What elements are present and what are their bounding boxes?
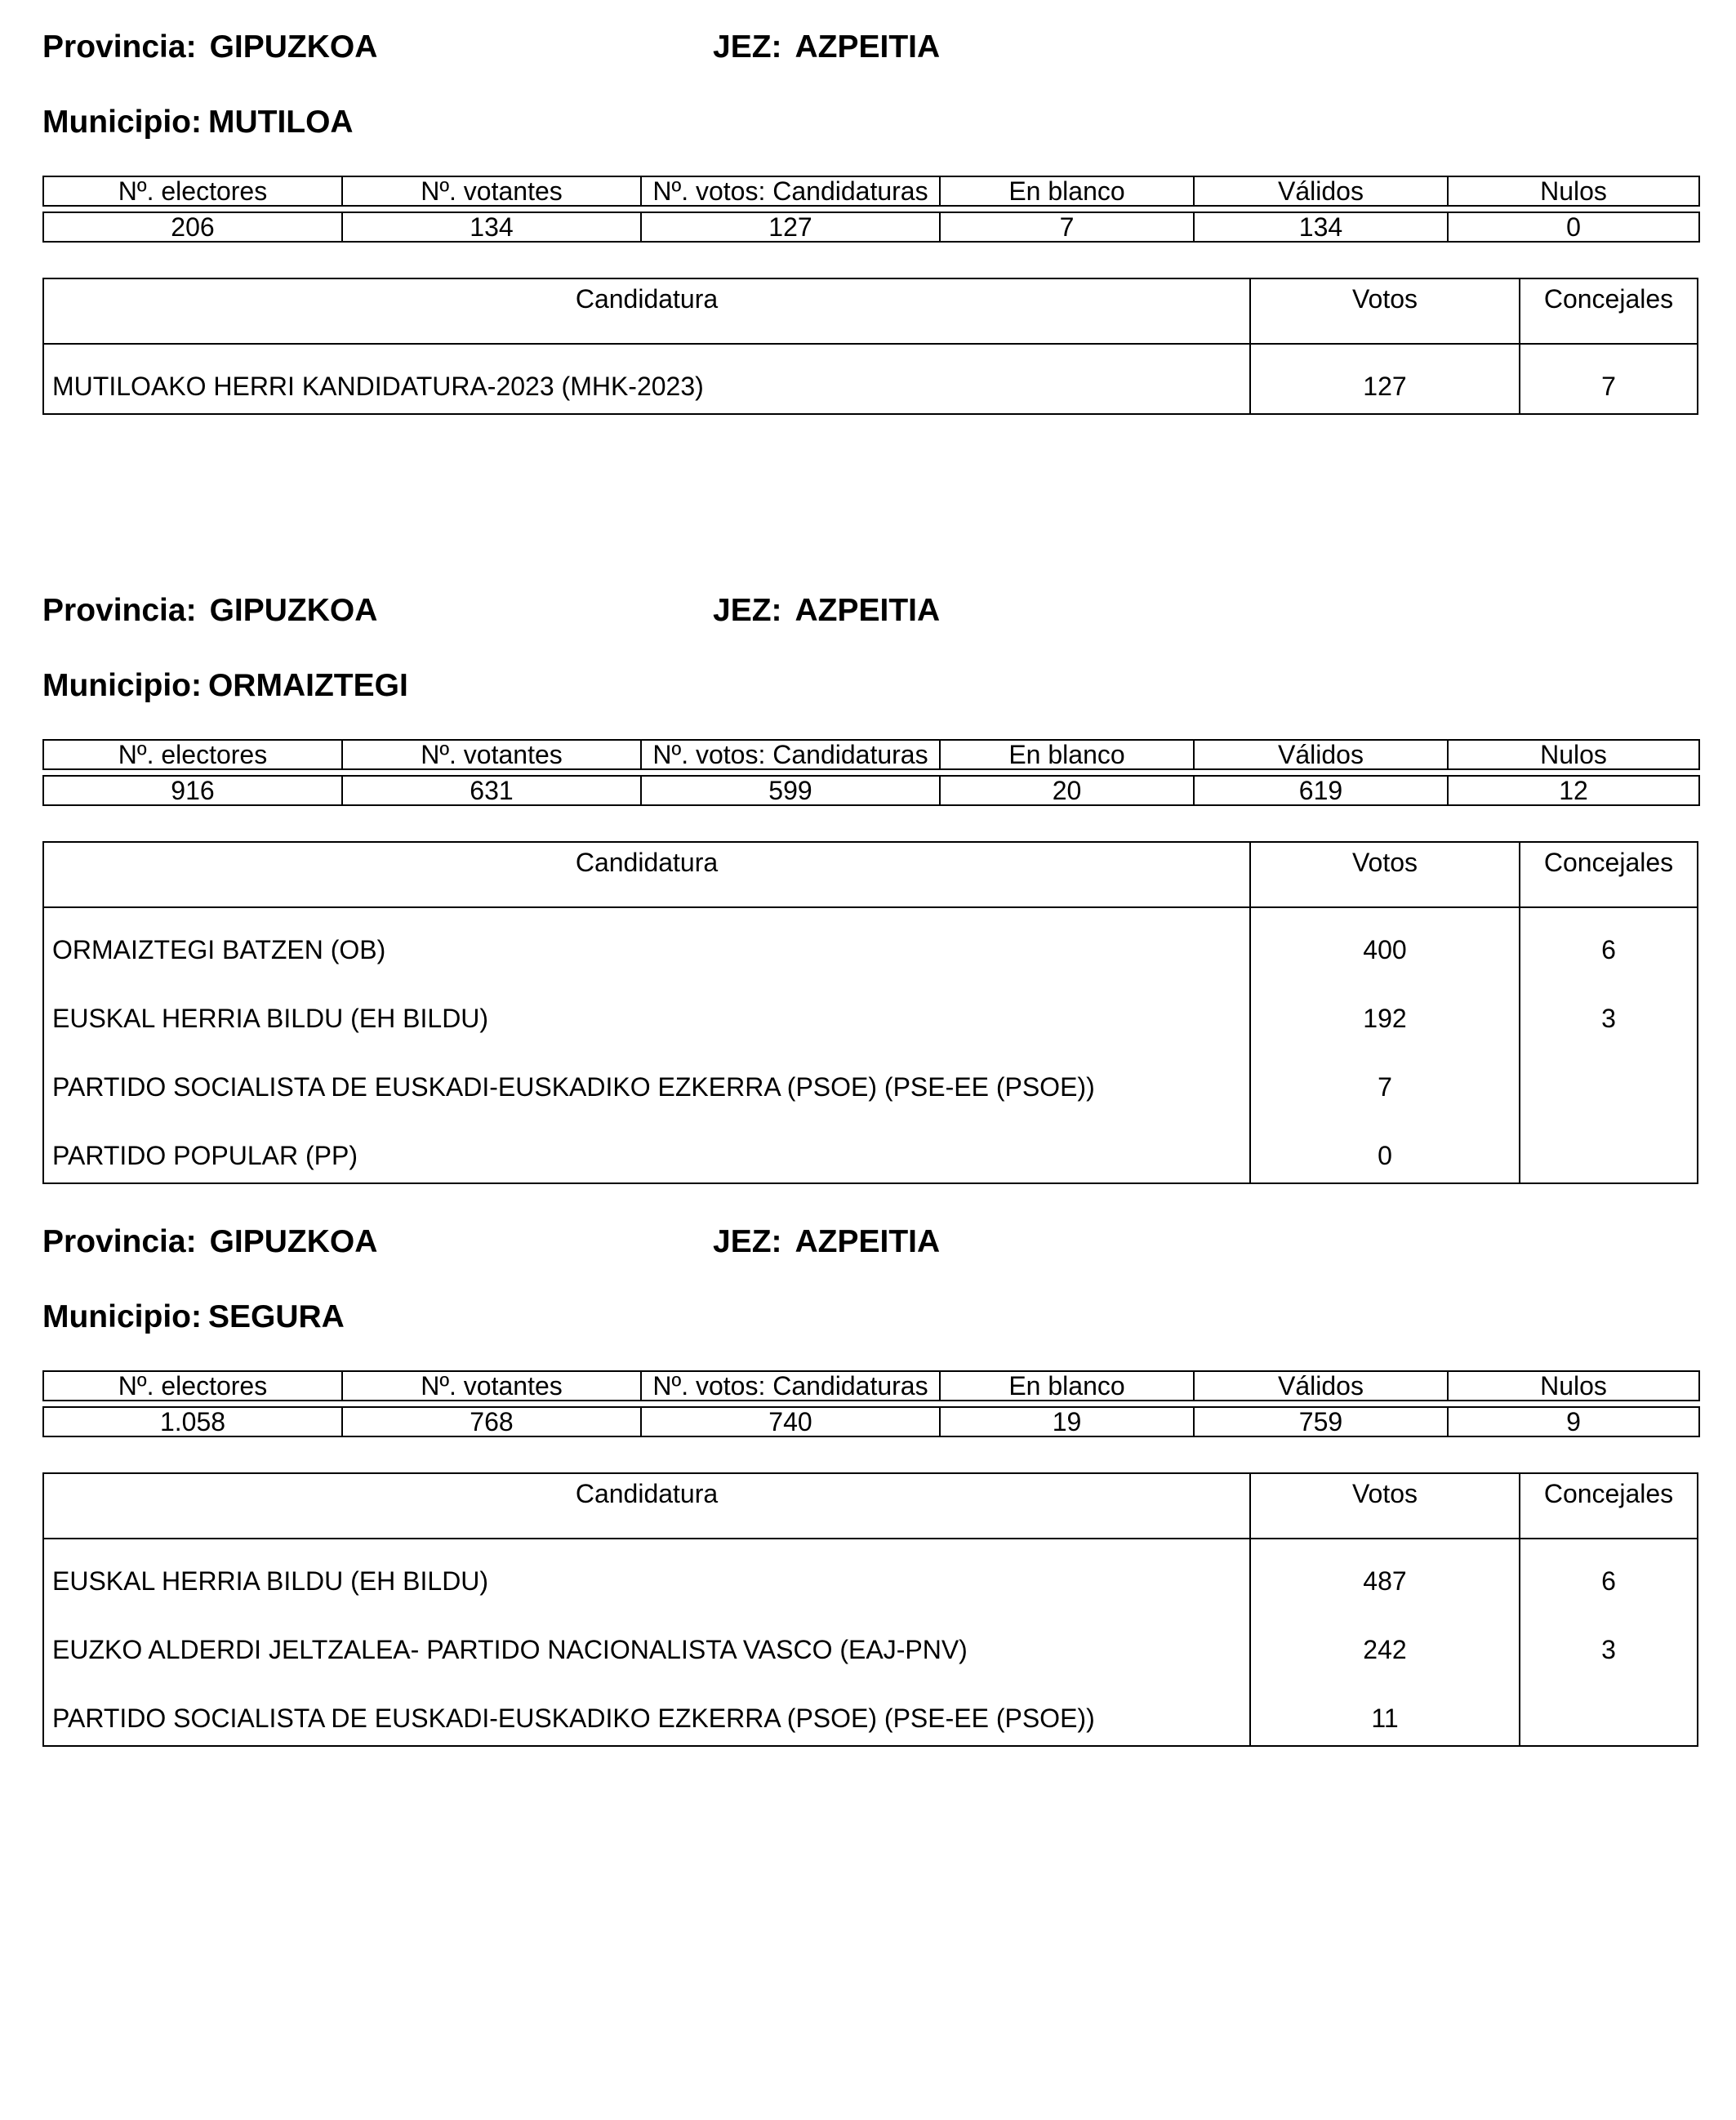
stats-header-cell: Nulos — [1448, 740, 1699, 769]
table-row — [44, 1677, 1697, 1745]
stats-value-cell: 599 — [641, 776, 940, 805]
concejales-value — [1520, 1677, 1697, 1745]
stats-value-cell: 759 — [1194, 1407, 1448, 1436]
stats-header-cell: Nulos — [1448, 1371, 1699, 1401]
table-row — [44, 345, 1697, 413]
stats-value-cell: 7 — [940, 212, 1194, 242]
votos-value: 192 — [1251, 977, 1520, 1045]
municipio-label: Municipio: — [42, 1299, 202, 1334]
municipio-line — [42, 670, 408, 701]
candidatura-name: PARTIDO SOCIALISTA DE EUSKADI-EUSKADIKO EZKERRA (PSOE) (PSE-EE (PSOE)) — [44, 1677, 1251, 1745]
stats-header-cell: Nº. electores — [43, 740, 342, 769]
jez-line — [713, 595, 940, 626]
jez-line — [713, 1226, 940, 1258]
provincia-line — [42, 31, 377, 63]
candidaturas-header-row — [44, 843, 1697, 908]
municipio-value: MUTILOA — [207, 105, 354, 140]
stats-header-cell: Nº. electores — [43, 176, 342, 206]
candidatura-name: EUSKAL HERRIA BILDU (EH BILDU) — [44, 1539, 1251, 1608]
provincia-label: Provincia: — [42, 1224, 197, 1259]
stats-value-cell: 619 — [1194, 776, 1448, 805]
candidaturas-table — [42, 278, 1698, 415]
table-row — [44, 908, 1697, 977]
provincia-label: Provincia: — [42, 29, 197, 65]
municipio-value: ORMAIZTEGI — [207, 668, 408, 703]
candidatura-name: ORMAIZTEGI BATZEN (OB) — [44, 908, 1251, 977]
concejales-header: Concejales — [1543, 848, 1674, 877]
jez-label: JEZ: — [713, 593, 782, 628]
stats-header-cell: Nº. electores — [43, 1371, 342, 1401]
stats-header-cell: Válidos — [1194, 176, 1448, 206]
table-row — [44, 1114, 1697, 1182]
candidatura-name: MUTILOAKO HERRI KANDIDATURA-2023 (MHK-2023) — [44, 345, 1251, 413]
concejales-header: Concejales — [1543, 1479, 1674, 1508]
stats-header-cell: En blanco — [940, 740, 1194, 769]
table-row — [44, 977, 1697, 1045]
jez-label: JEZ: — [713, 29, 782, 65]
concejales-value: 7 — [1601, 371, 1616, 401]
stats-table — [42, 176, 1700, 243]
stats-header-cell: Nº. votantes — [342, 740, 641, 769]
jez-value: AZPEITIA — [795, 1224, 941, 1259]
concejales-value: 3 — [1601, 1003, 1616, 1033]
stats-header-cell: Nº. votos: Candidaturas — [641, 176, 940, 206]
municipio-label: Municipio: — [42, 105, 202, 140]
candidatura-header: Candidatura — [44, 843, 1251, 906]
candidatura-name: EUZKO ALDERDI JELTZALEA- PARTIDO NACIONALISTA VASCO (EAJ-PNV) — [44, 1608, 1251, 1677]
votos-value: 11 — [1251, 1677, 1520, 1745]
stats-value-cell: 1.058 — [43, 1407, 342, 1436]
stats-header-row — [43, 740, 1699, 769]
jez-line — [713, 31, 940, 63]
provincia-line — [42, 1226, 377, 1258]
votos-header: Votos — [1251, 843, 1520, 906]
candidatura-name: PARTIDO POPULAR (PP) — [44, 1114, 1251, 1182]
stats-value-cell: 0 — [1448, 212, 1699, 242]
stats-value-cell: 740 — [641, 1407, 940, 1436]
candidaturas-header-row — [44, 1474, 1697, 1539]
candidatura-name: PARTIDO SOCIALISTA DE EUSKADI-EUSKADIKO EZKERRA (PSOE) (PSE-EE (PSOE)) — [44, 1045, 1251, 1114]
stats-header-cell: Nº. votantes — [342, 176, 641, 206]
concejales-value — [1520, 1045, 1697, 1114]
candidaturas-header-row — [44, 279, 1697, 345]
stats-table — [42, 1370, 1700, 1437]
municipio-label: Municipio: — [42, 668, 202, 703]
candidatura-header: Candidatura — [44, 279, 1251, 343]
municipio-line — [42, 1301, 345, 1333]
municipio-value: SEGURA — [207, 1299, 345, 1334]
votos-value: 7 — [1251, 1045, 1520, 1114]
stats-header-cell: Válidos — [1194, 740, 1448, 769]
stats-header-cell: En blanco — [940, 176, 1194, 206]
provincia-line — [42, 595, 377, 626]
concejales-value: 6 — [1601, 934, 1616, 964]
provincia-value: GIPUZKOA — [209, 1224, 378, 1259]
votos-value: 242 — [1251, 1608, 1520, 1677]
stats-value-row — [43, 212, 1699, 242]
provincia-label: Provincia: — [42, 593, 197, 628]
votos-header: Votos — [1251, 1474, 1520, 1538]
stats-value-row — [43, 776, 1699, 805]
municipio-line — [42, 106, 354, 138]
stats-header-cell: En blanco — [940, 1371, 1194, 1401]
stats-header-cell: Nº. votos: Candidaturas — [641, 740, 940, 769]
table-row — [44, 1045, 1697, 1114]
stats-header-cell: Nulos — [1448, 176, 1699, 206]
stats-header-cell: Válidos — [1194, 1371, 1448, 1401]
concejales-value — [1520, 1114, 1697, 1182]
votos-value: 487 — [1251, 1539, 1520, 1608]
stats-value-cell: 19 — [940, 1407, 1194, 1436]
stats-header-cell: Nº. votos: Candidaturas — [641, 1371, 940, 1401]
stats-value-cell: 768 — [342, 1407, 641, 1436]
jez-value: AZPEITIA — [795, 593, 941, 628]
stats-value-cell: 9 — [1448, 1407, 1699, 1436]
stats-header-cell: Nº. votantes — [342, 1371, 641, 1401]
candidaturas-table — [42, 841, 1698, 1184]
votos-value: 0 — [1251, 1114, 1520, 1182]
stats-value-cell: 127 — [641, 212, 940, 242]
votos-value: 400 — [1251, 908, 1520, 977]
concejales-header: Concejales — [1543, 284, 1674, 314]
candidatura-name: EUSKAL HERRIA BILDU (EH BILDU) — [44, 977, 1251, 1045]
stats-header-row — [43, 176, 1699, 206]
table-row — [44, 1608, 1697, 1677]
provincia-value: GIPUZKOA — [209, 593, 378, 628]
stats-value-cell: 631 — [342, 776, 641, 805]
stats-table — [42, 739, 1700, 806]
concejales-value: 3 — [1601, 1634, 1616, 1664]
stats-value-cell: 20 — [940, 776, 1194, 805]
concejales-value: 6 — [1601, 1566, 1616, 1596]
candidatura-header: Candidatura — [44, 1474, 1251, 1538]
provincia-value: GIPUZKOA — [209, 29, 378, 65]
table-row — [44, 1539, 1697, 1608]
votos-header: Votos — [1251, 279, 1520, 343]
jez-label: JEZ: — [713, 1224, 782, 1259]
stats-value-row — [43, 1407, 1699, 1436]
jez-value: AZPEITIA — [795, 29, 941, 65]
stats-value-cell: 12 — [1448, 776, 1699, 805]
stats-value-cell: 134 — [342, 212, 641, 242]
stats-value-cell: 916 — [43, 776, 342, 805]
stats-value-cell: 206 — [43, 212, 342, 242]
stats-value-cell: 134 — [1194, 212, 1448, 242]
votos-value: 127 — [1251, 345, 1520, 413]
candidaturas-table — [42, 1472, 1698, 1747]
stats-header-row — [43, 1371, 1699, 1401]
